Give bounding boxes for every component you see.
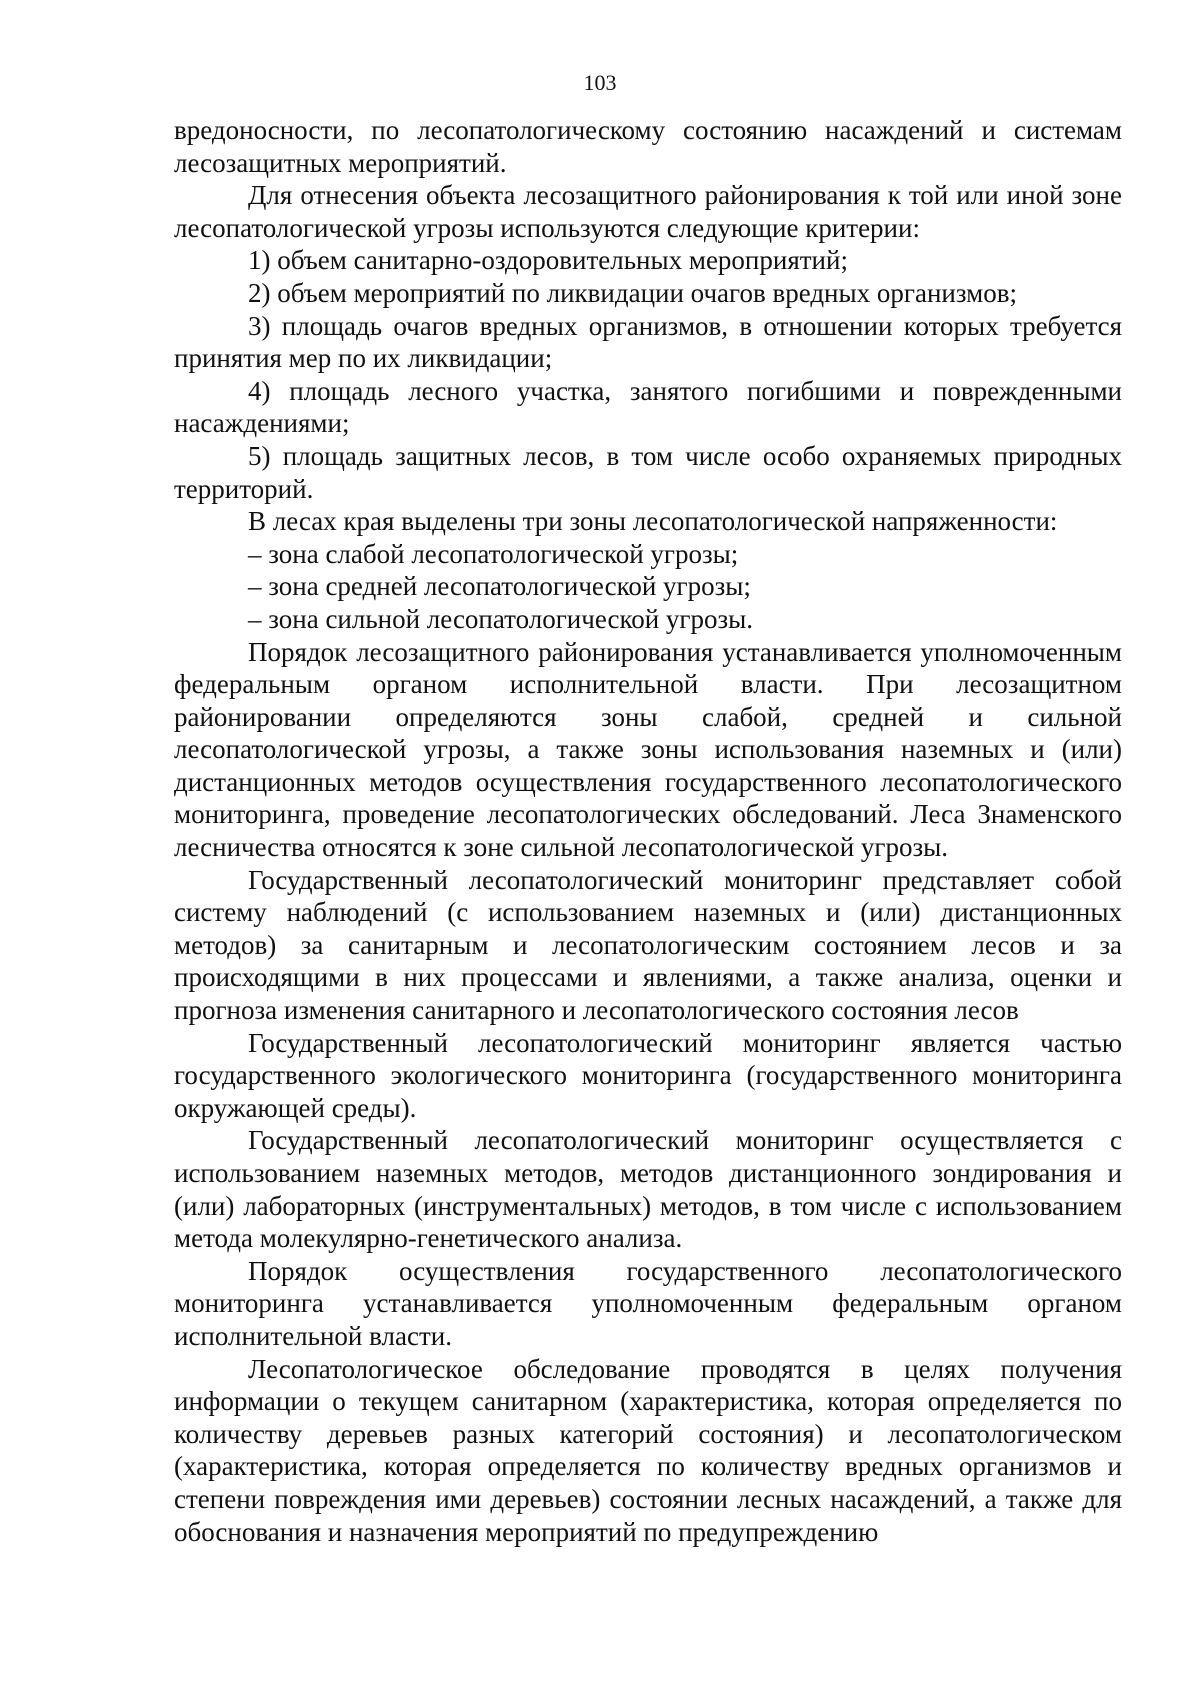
- list-item-criterion-1: 1) объем санитарно-оздоровительных мероприятий;: [248, 245, 848, 276]
- paragraph-criteria-intro: Для отнесения объекта лесозащитного районирования к той или иной зоне лесопатологической угрозы используются следующие критерии:: [174, 180, 1122, 243]
- body-text: [174, 114, 1122, 1548]
- list-item-zone-strong: – зона сильной лесопатологической угрозы.: [248, 603, 754, 634]
- paragraph-monitoring-definition: Государственный лесопатологический мониторинг представляет собой систему наблюдений (с использованием наземных и (или) дистанционных методов) за санитарным и лесопатологическим состоянием лесов и за происходящими в них процессами и явлениями, а также анализа, оценки и прогноза изменения санитарного и лесопатологического состояния лесов: [174, 864, 1122, 1026]
- paragraph-continuation: вредоносности, по лесопатологическому состоянию насаждений и системам лесозащитных мероприятий.: [174, 115, 1122, 178]
- paragraph-monitoring-part: Государственный лесопатологический мониторинг является частью государственного экологического мониторинга (государственного мониторинга окружающей среды).: [174, 1027, 1122, 1123]
- paragraph-monitoring-methods: Государственный лесопатологический мониторинг осуществляется с использованием наземных методов, методов дистанционного зондирования и (или) лабораторных (инструментальных) методов, в том числе с использованием метода молекулярно-генетического анализа.: [174, 1125, 1122, 1254]
- list-item-zone-weak: – зона слабой лесопатологической угрозы;: [248, 538, 739, 569]
- list-item-zone-medium: – зона средней лесопатологической угрозы;: [248, 571, 751, 602]
- paragraph-monitoring-procedure: Порядок осуществления государственного лесопатологического мониторинга устанавливается уполномоченным федеральным органом исполнительной власти.: [174, 1255, 1122, 1351]
- list-item-criterion-3: 3) площадь очагов вредных организмов, в отношении которых требуется принятия мер по их ликвидации;: [174, 310, 1122, 374]
- paragraph-zones-intro: В лесах края выделены три зоны лесопатологической напряженности:: [248, 506, 1058, 537]
- paragraph-survey: Лесопатологическое обследование проводятся в целях получения информации о текущем санитарном (характеристика, которая определяется по количеству деревьев разных категорий состояния) и лесопатологическом (характеристика, которая определяется по количеству вредных организмов и степени повреждения ими деревьев) состоянии лесных насаждений, а также для обоснования и назначения мероприятий по предупреждению: [174, 1353, 1122, 1547]
- page-number: 103: [583, 70, 617, 95]
- list-item-criterion-2: 2) объем мероприятий по ликвидации очагов вредных организмов;: [248, 277, 1017, 308]
- list-item-criterion-4: 4) площадь лесного участка, занятого погибшими и поврежденными насаждениями;: [174, 375, 1122, 439]
- paragraph-zoning-procedure: Порядок лесозащитного районирования устанавливается уполномоченным федеральным органом исполнительной власти. При лесозащитном районировании определяются зоны слабой, средней и сильной лесопатологической угрозы, а также зоны использования наземных и (или) дистанционных методов осуществления государственного лесопатологического мониторинга, проведение лесопатологических обследований. Леса Знаменского лесничества относятся к зоне сильной лесопатологической угрозы.: [174, 636, 1122, 863]
- list-item-criterion-5: 5) площадь защитных лесов, в том числе особо охраняемых природных территорий.: [174, 440, 1122, 504]
